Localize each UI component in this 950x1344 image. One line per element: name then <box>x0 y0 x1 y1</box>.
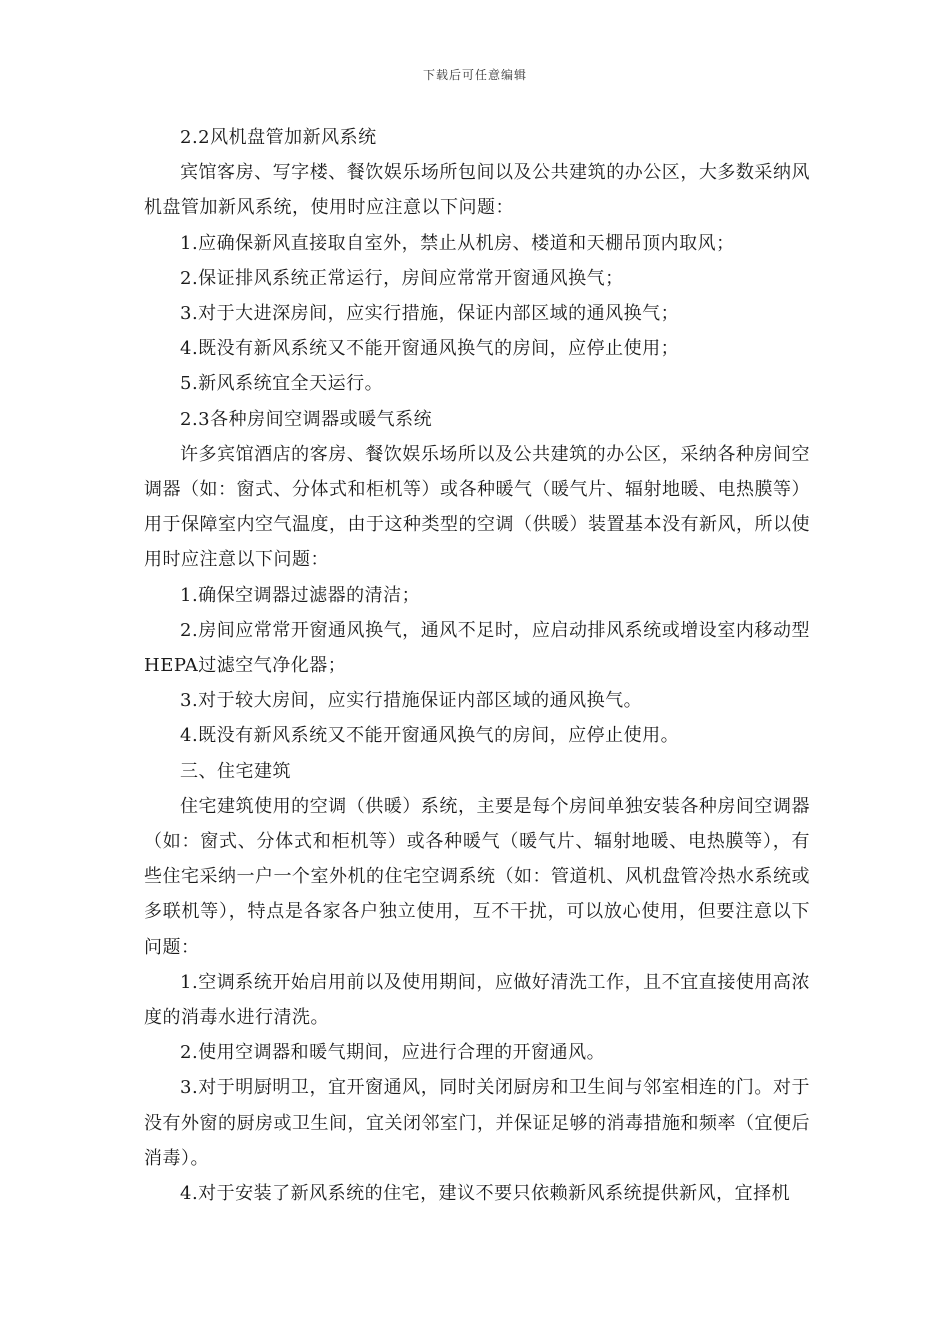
list-item: 2.房间应常常开窗通风换气，通风不足时，应启动排风系统或增设室内移动型HEPA过滤空气净化器； <box>144 619 810 677</box>
list-item: 3.对于明厨明卫，宜开窗通风，同时关闭厨房和卫生间与邻室相连的门。对于没有外窗的厨房或卫生间，宜关闭邻室门，并保证足够的消毒措施和频率（宜便后消毒）。 <box>144 1077 810 1169</box>
list-item: 1.空调系统开始启用前以及使用期间，应做好清洗工作，且不宜直接使用高浓度的消毒水进行清洗。 <box>144 971 810 1029</box>
list-item: 3.对于大进深房间，应实行措施，保证内部区域的通风换气； <box>180 303 680 325</box>
list-item: 4.既没有新风系统又不能开窗通风换气的房间，应停止使用； <box>180 338 680 360</box>
section-heading-2-3: 2.3各种房间空调器或暖气系统 <box>180 408 433 430</box>
section-heading-2-2: 2.2风机盘管加新风系统 <box>180 127 377 148</box>
list-item: 1.应确保新风直接取自室外，禁止从机房、楼道和天棚吊顶内取风； <box>180 232 735 254</box>
list-item: 4.既没有新风系统又不能开窗通风换气的房间，应停止使用。 <box>180 725 680 747</box>
document-body <box>144 120 810 1211</box>
paragraph: 许多宾馆酒店的客房、餐饮娱乐场所以及公共建筑的办公区，采纳各种房间空调器（如：窗式、分体式和柜机等）或各种暖气（暖气片、辐射地暖、电热膜等）用于保障室内空气温度，由于这种类型的空调（供暖）装置基本没有新风，所以使用时应注意以下问题： <box>144 443 810 571</box>
paragraph: 宾馆客房、写字楼、餐饮娱乐场所包间以及公共建筑的办公区，大多数采纳风机盘管加新风系统，使用时应注意以下问题： <box>144 162 810 219</box>
section-heading-3: 三、住宅建筑 <box>180 760 291 782</box>
list-item: 2.使用空调器和暖气期间，应进行合理的开窗通风。 <box>180 1042 606 1064</box>
list-item: 3.对于较大房间，应实行措施保证内部区域的通风换气。 <box>180 690 643 712</box>
list-item: 2.保证排风系统正常运行，房间应常常开窗通风换气； <box>180 267 624 289</box>
list-item: 4.对于安装了新风系统的住宅，建议不要只依赖新风系统提供新风，宜择机 <box>180 1183 791 1205</box>
page-header: 下载后可任意编辑 <box>422 68 527 82</box>
list-item: 1.确保空调器过滤器的清洁； <box>180 584 421 606</box>
paragraph: 住宅建筑使用的空调（供暖）系统，主要是每个房间单独安装各种房间空调器（如：窗式、分体式和柜机等）或各种暖气（暖气片、辐射地暖、电热膜等），有些住宅采纳一户一个室外机的住宅空调系统（如：管道机、风机盘管冷热水系统或多联机等），特点是各家各户独立使用，互不干扰，可以放心使用，但要注意以下问题： <box>144 795 810 958</box>
list-item: 5.新风系统宜全天运行。 <box>180 373 384 395</box>
